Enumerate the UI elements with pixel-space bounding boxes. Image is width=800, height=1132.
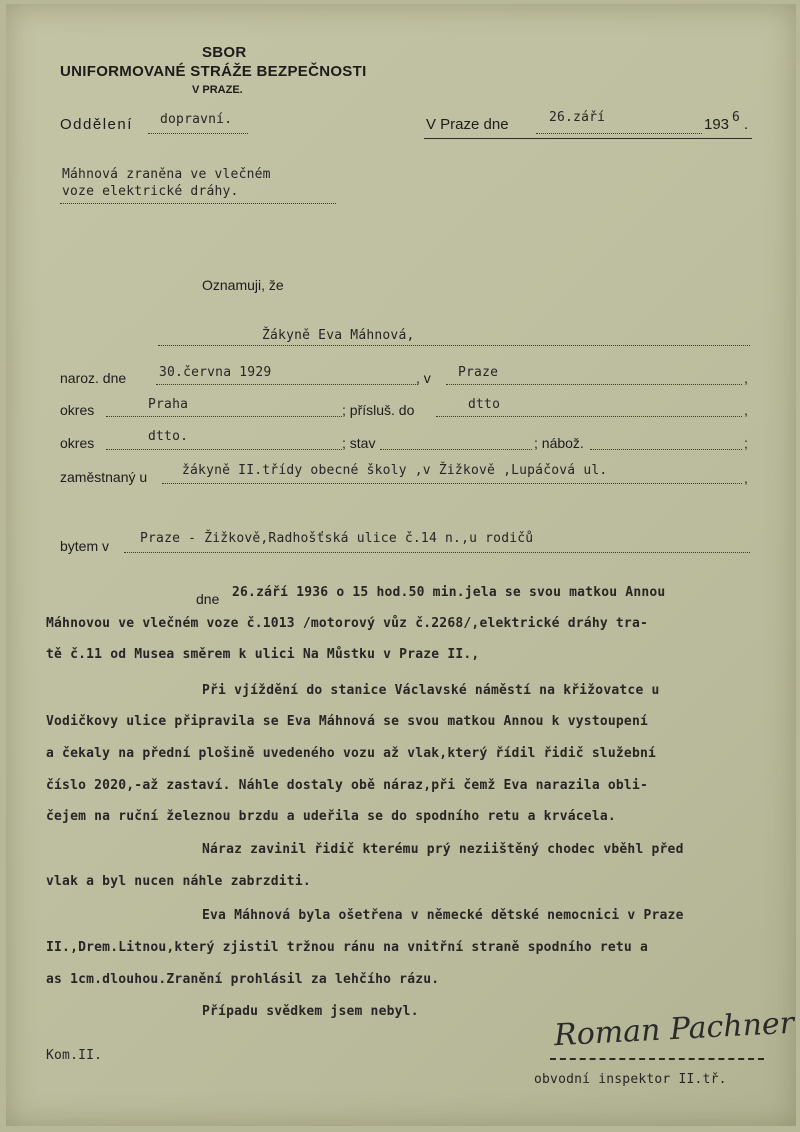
district1-label: okres [60, 402, 95, 418]
district1-value2: dtto [468, 397, 501, 412]
district1-dots2 [436, 416, 742, 417]
birth-end: , [744, 370, 748, 386]
person-name: Žákyně Eva Máhnová, [262, 328, 415, 343]
district2-stav: ; stav [342, 435, 376, 451]
residence-value: Praze - Žižkově,Radhošťská ulice č.14 n.,u rodičů [140, 531, 534, 546]
date-prefix: V Praze dne [426, 116, 509, 133]
report-line: čejem na ruční železnou brzdu a udeřila se do spodního retu a krvácela. [46, 809, 616, 824]
report-line: II.,Drem.Litnou,který zjistil tržnou ránu na vnitřní straně spodního retu a [46, 940, 648, 955]
district2-dots [106, 449, 342, 450]
residence-dots [124, 552, 750, 553]
report-line: a čekaly na přední plošině uvedeného vozu až vlak,který řídil řidič služební [46, 746, 657, 761]
employment-label: zaměstnaný u [60, 469, 148, 485]
report-line: Máhnovou ve vlečném voze č.1013 /motorový vůz č.2268/,elektrické dráhy tra- [46, 616, 648, 631]
report-line: as 1cm.dlouhou.Zranění prohlásil za lehčího rázu. [46, 972, 440, 987]
date-year-prefix: 193 [704, 116, 730, 133]
subject-dots [60, 203, 336, 204]
date-end: . [744, 116, 749, 133]
report-line: Náraz zavinil řidič kterému prý neziištěný chodec vběhl před [202, 842, 684, 857]
report-line: tě č.11 od Musea směrem k ulici Na Můstku v Praze II., [46, 647, 480, 662]
subject-line2: voze elektrické dráhy. [62, 184, 239, 199]
date-underline [424, 138, 752, 139]
footer-left: Kom.II. [46, 1048, 103, 1063]
report-line: číslo 2020,-až zastaví. Náhle dostaly obě náraz,při čemž Eva narazila obli- [46, 778, 648, 793]
report-line: Eva Máhnová byla ošetřena v německé dětské nemocnici v Praze [202, 908, 684, 923]
footer-title: obvodní inspektor II.tř. [534, 1072, 727, 1087]
district2-nab-dots [590, 449, 742, 450]
date-day-month: 26.září [549, 110, 606, 125]
district2-stav-dots [380, 449, 532, 450]
date-year-suffix: 6 [732, 110, 740, 125]
subject-line1: Máhnová zraněna ve vlečném [62, 167, 271, 182]
header-line1: SBOR [202, 44, 247, 61]
district2-value: dtto. [148, 429, 189, 444]
announce-text: Oznamuji, že [202, 277, 284, 293]
birth-place-dots [446, 384, 742, 385]
birth-date-dots [156, 384, 418, 385]
report-dne-label: dne [196, 591, 220, 607]
birth-sep: , v [416, 370, 431, 386]
signature: Roman Pachner [553, 1005, 795, 1054]
birth-date: 30.června 1929 [159, 365, 272, 380]
district1-sep: ; přísluš. do [342, 402, 415, 418]
birth-place: Praze [458, 365, 499, 380]
district2-label: okres [60, 435, 95, 451]
district1-value: Praha [148, 397, 189, 412]
person-dots [158, 345, 750, 346]
report-line: vlak a byl nucen náhle zabrzditi. [46, 874, 311, 889]
district1-end: , [744, 402, 748, 418]
employment-end: , [744, 470, 748, 486]
district2-end: ; [744, 435, 748, 451]
district1-dots [106, 416, 342, 417]
birth-label: naroz. dne [60, 370, 127, 386]
document-page [6, 4, 796, 1126]
department-label: Oddělení [60, 116, 133, 133]
department-value: dopravní. [160, 112, 233, 127]
employment-dots [162, 483, 742, 484]
report-line: Případu svědkem jsem nebyl. [202, 1004, 419, 1019]
header-line2: UNIFORMOVANÉ STRÁŽE BEZPEČNOSTI [60, 63, 367, 80]
header-line3: V PRAZE. [192, 84, 243, 96]
residence-label: bytem v [60, 538, 110, 554]
report-line: Vodičkovy ulice připravila se Eva Máhnová se svou matkou Annou k vystoupení [46, 714, 648, 729]
date-dots [536, 133, 702, 134]
report-line: 26.září 1936 o 15 hod.50 min.jela se svou matkou Annou [232, 585, 666, 600]
signature-dots [550, 1058, 764, 1060]
district2-nabozenstvi: ; nábož. [534, 435, 584, 451]
report-line: Při vjíždění do stanice Václavské náměstí na křižovatce u [202, 683, 660, 698]
department-dots [148, 133, 248, 134]
employment-value: žákyně II.třídy obecné školy ,v Žižkově ,Lupáčová ul. [182, 463, 608, 478]
